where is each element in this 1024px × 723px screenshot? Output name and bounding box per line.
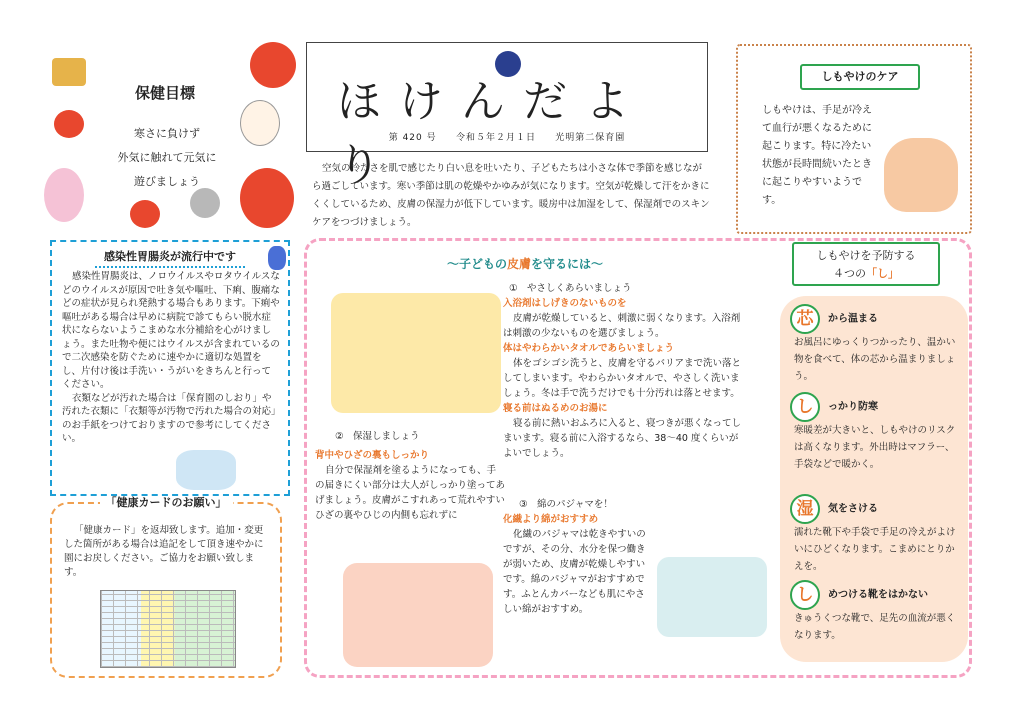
skin-care-heading: ～子どもの皮膚を守るには～: [447, 257, 604, 271]
health-card-section: [50, 496, 282, 678]
oni-character-icon: [240, 168, 294, 228]
gastro-paragraph: 感染性胃腸炎は、ノロウイルスやロタウイルスなどのウイルスが原因で吐き気や嘔吐、下痢、腹痛などの症状が見られ発熱する場合もあります。下痢や嘔吐がある場合は早めに病院で診てもらい脱水症状にならないようこまめな水分補給を心がけましょう。また吐物や便にはウイルスが含まれているので二次感染を防ぐために速やかに適切な処置をし、片付け後は手洗い・うがいをきちんと行ってください。: [62, 271, 280, 390]
s3-title: ③ 綿のパジャマを！: [519, 499, 613, 510]
lotion-illustration: [343, 563, 493, 667]
prevention-label: めつける靴をはかない: [828, 589, 928, 601]
goal-title: 保健目標: [135, 84, 196, 102]
card-heading: 「健康カードのお願い」: [52, 494, 280, 510]
cotton-pajama-block: [503, 497, 653, 617]
bean-box-icon: [52, 58, 86, 86]
s1-sub3: 寝る前はぬるめのお湯に: [503, 403, 608, 414]
prevention-char: し: [790, 580, 820, 610]
prevention-label: から温まる: [828, 313, 878, 325]
goal-text: [102, 122, 232, 194]
card-body: 「健康カード」を返却致します。追加・変更した箇所がある場合は追記をして頂き速やかに園にお戻しください。ご協力をお願い致します。: [64, 525, 264, 578]
frostbite-care-section: [736, 44, 972, 234]
goal-line: 外気に触れて元気に: [117, 151, 217, 164]
s1-p2: 体をゴシゴシ洗うと、皮膚を守るバリアまで洗い落としてしまいます。やわらかいタオルで、やさしく洗いましょう。冬は手で洗うだけでも十分汚れは落とせます。: [503, 358, 742, 399]
child-icon: [268, 246, 286, 270]
s3-p: 化繊のパジャマは乾きやすいのですが、その分、水分を保つ働きが弱いため、皮膚が乾燥しやすいです。綿のパジャマがおすすめです。ふとんカバーなども肌にやさしい綿がおすすめ。: [503, 529, 646, 615]
pajama-illustration: [657, 557, 767, 637]
care-body: しもやけは、手足が冷えて血行が悪くなるために起こります。特に冷たい状態が長時間続いたときに起こりやすいようです。: [762, 105, 872, 206]
hand-icon: [884, 138, 958, 212]
prevention-item: [790, 392, 960, 473]
rabbit-icon: [44, 168, 84, 222]
s1-p3: 寝る前に熱いおふろに入ると、寝つきが悪くなってしまいます。寝る前に入浴するなら、38～40 度くらいがよいでしょう。: [503, 418, 742, 459]
s1-p1: 皮膚が乾燥していると、刺激に弱くなります。入浴剤は刺激の少ないものを選びましょう。: [503, 313, 741, 339]
goal-line: 遊びましょう: [134, 175, 200, 188]
gastro-heading: 感染性胃腸炎が流行中です: [52, 248, 288, 268]
s1-title: ① やさしくあらいましょう: [509, 283, 632, 294]
bath-illustration: [331, 293, 501, 413]
issue-line: [307, 130, 707, 143]
care-heading: しもやけのケア: [800, 64, 920, 90]
okame-mask-icon: [240, 100, 280, 146]
prevention-char: 芯: [790, 304, 820, 334]
s2-p: 自分で保湿剤を塗るようになっても、手の届きにくい部分は大人がしっかり塗ってあげましょう。皮膚がこすれあって荒れやすいひざの裏やひじの内側も忘れずに: [315, 465, 506, 521]
prevention-label: 気をさける: [828, 503, 878, 515]
prevention-heading-line1: しもやけを予防する: [816, 249, 916, 262]
tomato-icon: [130, 200, 160, 228]
s1-sub2: 体はやわらかいタオルであらいましょう: [503, 343, 675, 354]
newsletter-header: [306, 42, 708, 191]
prevention-item: [790, 494, 960, 575]
gastro-body: [62, 270, 280, 446]
oni-mask-icon: [250, 42, 296, 88]
prevention-heading-line2: ４つの「し」: [833, 267, 899, 280]
s2-sub: 背中やひざの裏もしっかり: [315, 450, 430, 461]
goal-line: 寒さに負けず: [134, 127, 200, 140]
gastroenteritis-section: [50, 240, 290, 496]
issue-date: 令和５年２月１日: [455, 133, 536, 143]
prevention-item: [790, 304, 960, 385]
school-name: 光明第二保育園: [555, 133, 626, 143]
newsletter-title: ほけんだより: [337, 76, 647, 191]
wash-gently-block: [503, 281, 743, 461]
s3-sub: 化繊より綿がおすすめ: [503, 514, 599, 525]
prevention-heading: [792, 242, 940, 286]
s1-sub1: 入浴剤はしげきのないものを: [503, 298, 627, 309]
s2-title: ② 保湿しましょう: [335, 431, 420, 442]
moisturize-block: [315, 429, 505, 523]
issue-number: 第 420 号: [388, 133, 437, 143]
prevention-label: っかり防寒: [828, 401, 878, 413]
prevention-section: [780, 296, 968, 662]
health-goal-section: [40, 40, 302, 230]
prevention-text: きゅうくつな靴で、足先の血流が悪くなります。: [794, 613, 956, 641]
prevention-text: 寒暖差が大きいと、しもやけのリスクは高くなります。外出時はマフラー、手袋などで暖かく。: [794, 425, 956, 470]
prevention-item: [790, 580, 960, 644]
prevention-char: 湿: [790, 494, 820, 524]
prevention-text: お風呂にゆっくりつかったり、温かい物を食べて、体の芯から温まりましょう。: [794, 337, 956, 382]
prevention-char: し: [790, 392, 820, 422]
prevention-text: 濡れた靴下や手袋で手足の冷えがよけいにひどくなります。こまめにとりかえを。: [794, 527, 956, 572]
intro-paragraph: 空気の冷たさを肌で感じたり白い息を吐いたり、子どもたちは小さな体で季節を感じながら過ごしています。寒い季節は肌の乾燥やかゆみが気になります。空気が乾燥して汗をかきにくくしているため、皮膚の保湿力が低下しています。暖房中は加湿をして、保湿剤でのスキンケアをつづけましょう。: [312, 163, 710, 228]
handwashing-icon: [176, 450, 236, 490]
health-card-thumbnail: [100, 590, 236, 668]
tomato-icon: [54, 110, 84, 138]
gastro-paragraph: 衣類などが汚れた場合は「保育園のしおり」や汚れた衣類に「衣類等が汚物で汚れた場合の対応」のお手紙をつけておりますので参考にしてください。: [62, 392, 276, 444]
